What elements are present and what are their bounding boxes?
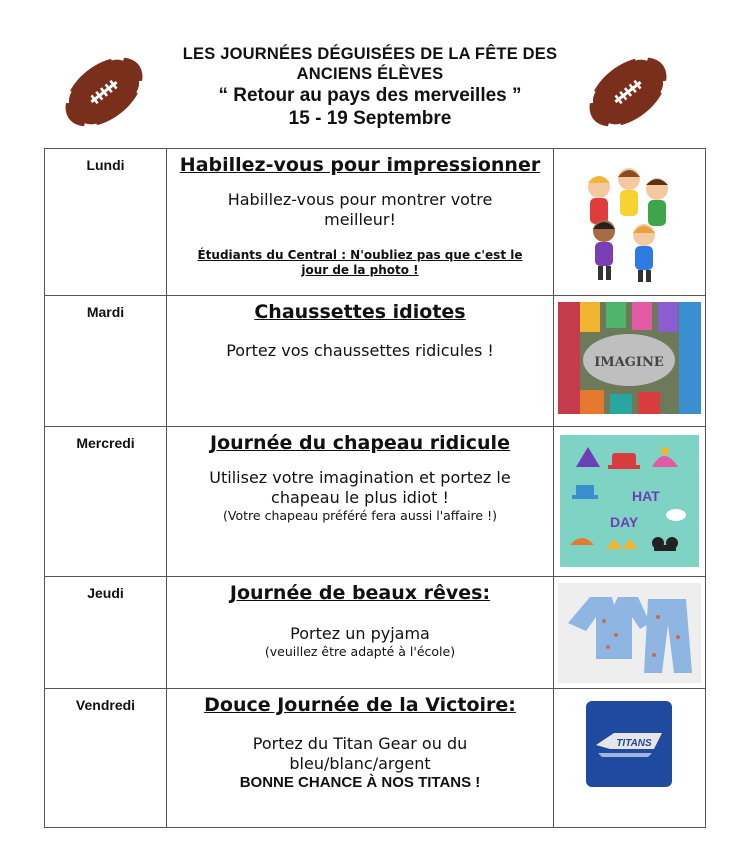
schedule-row-jeudi [45,577,705,689]
day-heading: Journée du chapeau ridicule [210,432,510,454]
title-block [150,44,590,130]
day-label: Vendredi [45,689,167,827]
day-content [167,296,554,426]
title-line1: LES JOURNÉES DÉGUISÉES DE LA FÊTE DES [182,45,558,63]
day-heading: Douce Journée de la Victoire: [204,694,516,716]
titans-logo [554,689,705,827]
day-description: Portez du Titan Gear ou du [252,734,468,753]
day-description: BONNE CHANCE À NOS TITANS ! [239,774,481,791]
hat-image-text: DAY [610,514,639,530]
schedule-table [44,148,706,828]
schedule-row-mercredi [45,427,705,577]
schedule-row-vendredi [45,689,705,827]
day-content [167,689,554,827]
title-line2: ANCIENS ÉLÈVES [296,65,444,83]
day-note: Étudiants du Central : N'oubliez pas que c'est le [197,248,523,262]
schedule-row-mardi [45,296,705,427]
header [0,0,750,148]
day-description: Utilisez votre imagination et portez le [209,468,511,487]
day-description: meilleur! [324,210,396,229]
day-description: Portez vos chaussettes ridicules ! [226,341,494,360]
day-content [167,427,554,576]
schedule-row-lundi [45,149,705,296]
day-heading: Journée de beaux rêves: [229,582,491,604]
football-icon [582,48,674,136]
day-content [167,149,554,295]
day-label: Lundi [45,149,167,295]
day-heading: Chaussettes idiotes [254,301,466,323]
hat-day-image [554,427,705,576]
day-label: Jeudi [45,577,167,688]
day-content [167,577,554,688]
day-description: (veuillez être adapté à l'école) [264,644,456,659]
dates: 15 - 19 Septembre [288,108,452,129]
theme-title: “ Retour au pays des merveilles ” [218,85,522,106]
day-description: bleu/blanc/argent [289,754,431,773]
day-description: chapeau le plus idiot ! [271,488,449,507]
logo-text: TITANS [616,738,652,749]
socks-image-text: IMAGINE [594,355,664,370]
hat-image-text: HAT [632,488,660,504]
day-heading: Habillez-vous pour impressionner [179,154,541,176]
football-icon [58,48,150,136]
day-note: jour de la photo ! [301,263,419,277]
socks-photo [554,296,705,426]
day-label: Mardi [45,296,167,426]
day-label: Mercredi [45,427,167,576]
pajama-image [554,577,705,688]
kids-illustration [554,149,705,295]
day-description: Habillez-vous pour montrer votre [227,190,493,209]
day-description: (Votre chapeau préféré fera aussi l'affaire !) [223,508,497,523]
day-description: Portez un pyjama [290,624,430,643]
